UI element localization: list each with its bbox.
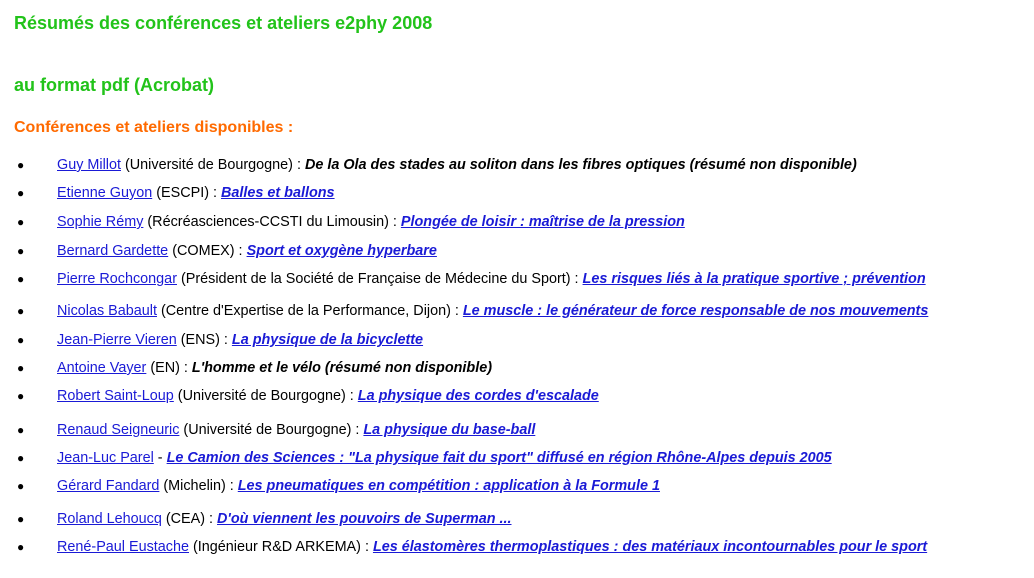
bullet-icon: ● bbox=[17, 272, 25, 286]
speaker-affiliation: (Université de Bourgogne) : bbox=[120, 157, 305, 173]
speaker-name-link[interactable]: Jean-Pierre Vieren bbox=[57, 332, 177, 348]
speaker-name-link[interactable]: Gérard Fandard bbox=[57, 478, 160, 494]
talk-title-link[interactable]: Les risques liés à la pratique sportive ; prévention bbox=[582, 271, 926, 287]
list-item-entry bbox=[57, 537, 927, 557]
bullet-icon: ● bbox=[17, 244, 25, 258]
bullet-icon: ● bbox=[17, 512, 25, 526]
talk-title-link[interactable]: Balles et ballons bbox=[220, 185, 335, 201]
bullet-icon: ● bbox=[17, 158, 25, 172]
bullet-icon: ● bbox=[17, 451, 25, 465]
bullet-icon: ● bbox=[17, 361, 25, 375]
list-item-entry bbox=[57, 448, 832, 468]
bullet-icon: ● bbox=[17, 389, 25, 403]
list-item-entry bbox=[57, 476, 660, 496]
talk-title-link[interactable]: La physique du base-ball bbox=[363, 422, 536, 438]
speaker-name-link[interactable]: Nicolas Babault bbox=[57, 303, 157, 319]
speaker-name-link[interactable]: Roland Lehoucq bbox=[57, 511, 162, 527]
talk-title-link[interactable]: Le Camion des Sciences : "La physique fait du sport" diffusé en région Rhône-Alpes depuis 2005 bbox=[166, 450, 832, 466]
speaker-affiliation: (Président de la Société de Française de Médecine du Sport) : bbox=[176, 271, 583, 287]
list-item-entry bbox=[57, 212, 685, 232]
bullet-icon: ● bbox=[17, 423, 25, 437]
bullet-icon: ● bbox=[17, 333, 25, 347]
speaker-affiliation: (COMEX) : bbox=[168, 243, 247, 259]
talk-title-link[interactable]: D'où viennent les pouvoirs de Superman ... bbox=[217, 511, 512, 527]
section-heading: Conférences et ateliers disponibles : bbox=[14, 119, 294, 136]
speaker-name-link[interactable]: Pierre Rochcongar bbox=[57, 271, 177, 287]
talk-title-link[interactable]: Sport et oxygène hyperbare bbox=[246, 243, 437, 259]
bullet-icon: ● bbox=[17, 479, 25, 493]
talk-title-link[interactable]: La physique des cordes d'escalade bbox=[357, 388, 599, 404]
page-subtitle: au format pdf (Acrobat) bbox=[14, 75, 214, 95]
list-item-entry bbox=[57, 358, 492, 378]
bullet-icon: ● bbox=[17, 215, 25, 229]
bullet-icon: ● bbox=[17, 186, 25, 200]
speaker-affiliation: (ESCPI) : bbox=[152, 185, 221, 201]
speaker-affiliation: (ENS) : bbox=[176, 332, 232, 348]
speaker-affiliation: (Université de Bourgogne) : bbox=[173, 388, 358, 404]
speaker-name-link[interactable]: Renaud Seigneuric bbox=[57, 422, 180, 438]
speaker-affiliation: (Centre d'Expertise de la Performance, Dijon) : bbox=[157, 303, 463, 319]
list-item-entry bbox=[57, 155, 857, 175]
speaker-affiliation: - bbox=[153, 450, 167, 466]
list-item-entry bbox=[57, 420, 535, 440]
list-item-entry bbox=[57, 330, 423, 350]
speaker-affiliation: (Université de Bourgogne) : bbox=[179, 422, 364, 438]
speaker-name-link[interactable]: Robert Saint-Loup bbox=[57, 388, 174, 404]
speaker-affiliation: (Michelin) : bbox=[159, 478, 238, 494]
speaker-affiliation: (EN) : bbox=[146, 360, 192, 376]
speaker-name-link[interactable]: Bernard Gardette bbox=[57, 243, 169, 259]
speaker-name-link[interactable]: Guy Millot bbox=[57, 157, 121, 173]
talk-title: De la Ola des stades au soliton dans les fibres optiques (résumé non disponible) bbox=[304, 157, 857, 173]
page-title: Résumés des conférences et ateliers e2phy 2008 bbox=[14, 13, 433, 33]
talk-title-link[interactable]: La physique de la bicyclette bbox=[231, 332, 424, 348]
bullet-icon: ● bbox=[17, 540, 25, 554]
speaker-name-link[interactable]: Sophie Rémy bbox=[57, 214, 144, 230]
speaker-name-link[interactable]: René-Paul Eustache bbox=[57, 539, 189, 555]
list-item-entry bbox=[57, 386, 599, 406]
list-item-entry bbox=[57, 269, 926, 289]
speaker-name-link[interactable]: Etienne Guyon bbox=[57, 185, 153, 201]
talk-title-link[interactable]: Les pneumatiques en compétition : application à la Formule 1 bbox=[237, 478, 660, 494]
speaker-name-link[interactable]: Jean-Luc Parel bbox=[57, 450, 154, 466]
talk-title-link[interactable]: Le muscle : le générateur de force responsable de nos mouvements bbox=[462, 303, 929, 319]
talk-title-link[interactable]: Les élastomères thermoplastiques : des matériaux incontournables pour le sport bbox=[372, 539, 928, 555]
list-item-entry bbox=[57, 183, 335, 203]
talk-title: L'homme et le vélo (résumé non disponible) bbox=[191, 360, 492, 376]
list-item-entry bbox=[57, 241, 437, 261]
talk-title-link[interactable]: Plongée de loisir : maîtrise de la pression bbox=[400, 214, 685, 230]
list-item-entry bbox=[57, 301, 928, 321]
speaker-affiliation: (Ingénieur R&D ARKEMA) : bbox=[189, 539, 373, 555]
list-item-entry bbox=[57, 509, 512, 529]
speaker-affiliation: (CEA) : bbox=[161, 511, 217, 527]
speaker-affiliation: (Récréasciences-CCSTI du Limousin) : bbox=[143, 214, 401, 230]
bullet-icon: ● bbox=[17, 304, 25, 318]
speaker-name-link[interactable]: Antoine Vayer bbox=[57, 360, 147, 376]
